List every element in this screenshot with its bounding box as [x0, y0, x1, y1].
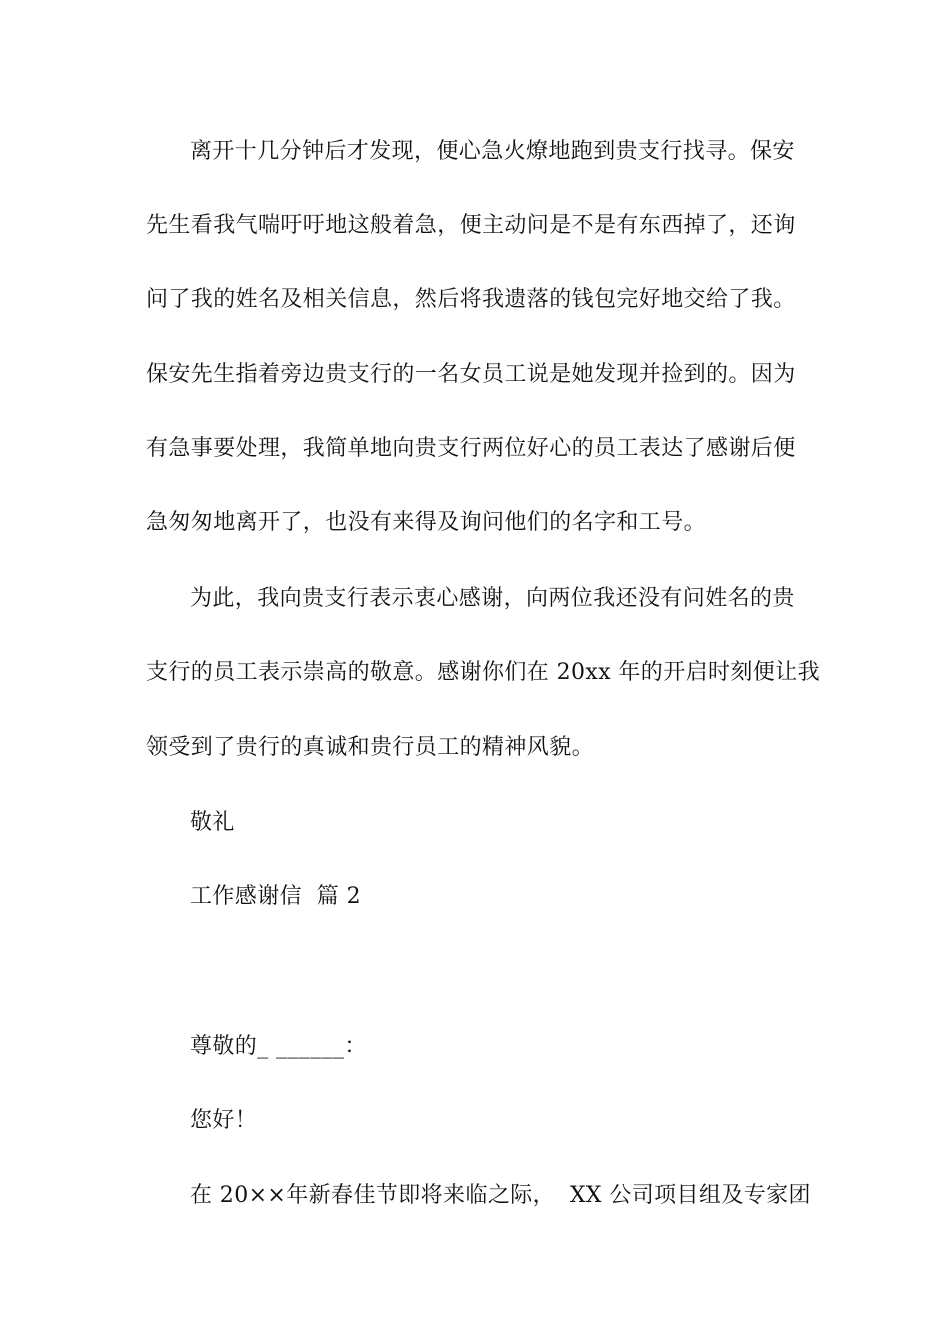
paragraph-line: 支行的员工表示崇高的敬意。感谢你们在 20xx 年的开启时刻便让我 — [146, 660, 820, 685]
section-heading: 工作感谢信 篇 2 — [190, 884, 361, 909]
paragraph-line: 离开十几分钟后才发现，便心急火燎地跑到贵支行找寻。保安 — [190, 139, 795, 164]
paragraph-line: 保安先生指着旁边贵支行的一名女员工说是她发现并捡到的。因为 — [146, 362, 796, 387]
paragraph-line: 先生看我气喘吁吁地这般着急，便主动问是不是有东西掉了，还询 — [146, 213, 796, 238]
paragraph-line: 急匆匆地离开了，也没有来得及询问他们的名字和工号。 — [146, 510, 707, 535]
paragraph-line: 有急事要处理，我简单地向贵支行两位好心的员工表达了感谢后便 — [146, 436, 796, 461]
paragraph-line: 为此，我向贵支行表示衷心感谢，向两位我还没有问姓名的贵 — [190, 586, 795, 611]
greeting-line: 您好！ — [190, 1108, 258, 1133]
greeting-line: 尊敬的_ ______： — [190, 1034, 367, 1059]
closing-salutation: 敬礼 — [190, 810, 235, 835]
paragraph-line: 在 20××年新春佳节即将来临之际， XX 公司项目组及专家团 — [190, 1183, 811, 1208]
paragraph-line: 领受到了贵行的真诚和贵行员工的精神风貌。 — [146, 735, 595, 760]
paragraph-line: 问了我的姓名及相关信息，然后将我遗落的钱包完好地交给了我。 — [146, 287, 796, 312]
